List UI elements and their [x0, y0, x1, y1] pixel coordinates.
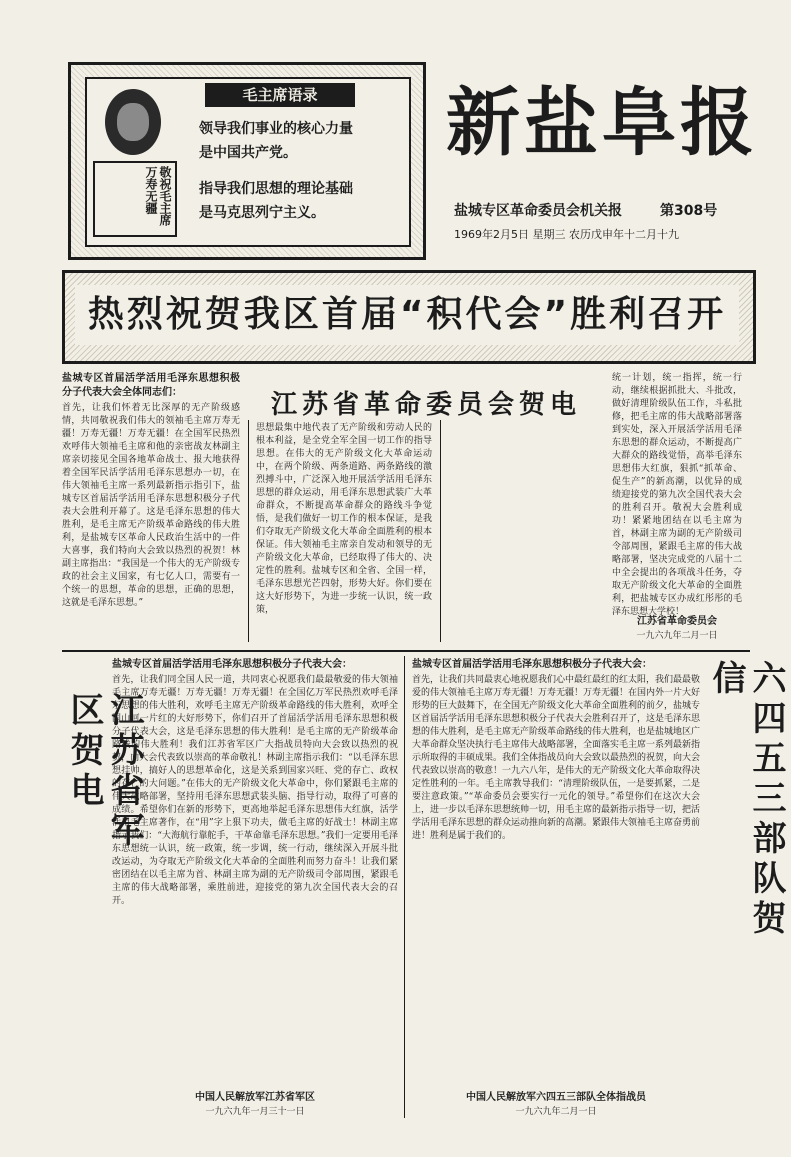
section-divider: [62, 650, 750, 652]
committee-signer: 江苏省革命委员会: [637, 616, 717, 627]
committee-addressee: 盐城专区首届活学活用毛泽东思想积极分子代表大会全体同志们：: [62, 373, 240, 398]
committee-headline: 江苏省革命委员会贺电: [270, 390, 581, 420]
mao-portrait-icon: [105, 89, 161, 155]
unit-body: 首先，让我们共同最衷心地祝愿我们心中最红最红的红太阳，我们最最敬爱的伟大领袖毛主席万寿无疆！万寿无疆！万寿无疆！在国内外一片大好形势的巨大鼓舞下，在全国无产阶级文化大革命全面胜利的前夕，盐城专区首届活学活用毛泽东思想积极分子代表大会胜利召开了，这是毛泽东思想的伟大胜利，是毛主席无产阶级革命路线的伟大胜利，也是盐城地区广大革命群众坚决执行毛主席伟大战略部署，全面落实毛主席一系列最新指示所取得的丰硕成果。我们全体指战员向大会致以最热烈的祝贺，向大会代表致以崇高的敬意！一九六八年，是伟大的无产阶级文化大革命取得决定性胜利的一年。毛主席教导我们：“清理阶级队伍，一是要抓紧，二是要注意政策。”“革命委员会要实行一元化的领导。”希望你们在这次大会上，进一步以毛泽东思想统帅一切，用毛主席的最新指示指导一切，把活学活用毛泽东思想的群众运动推向新的高潮。紧跟伟大领袖毛主席奋勇前进！胜利是属于我们的。: [412, 675, 701, 841]
column-divider: [440, 420, 441, 642]
military-signer: 中国人民解放军江苏省军区: [195, 1092, 315, 1103]
unit-headline: 六四五三部队贺信: [706, 660, 786, 940]
military-addressee: 盐城专区首届活学活用毛泽东思想积极分子代表大会：: [112, 659, 352, 670]
committee-col-2: 思想最集中地代表了无产阶级和劳动人民的根本利益，是全党全军全国一切工作的指导思想。在伟大的无产阶级文化大革命运动中，在两个阶级、两条道路、两条路线的激烈搏斗中，广泛深入地开展活学活用毛泽东思想的群众运动，用毛泽东思想武装广大革命群众，不断提高革命群众的路线斗争觉悟，是我们做好一切工作的根本保证，是我们夺取无产阶级文化大革命全面胜利的根本保证。伟大领袖毛主席亲自发动和领导的无产阶级文化大革命，已经取得了伟大的、决定性的胜利。盐城专区和全省、全国一样，毛泽东思想光芒四射，形势大好。你们要在这大好形势下，为进一步统一认识，统一政策，: [256, 423, 432, 615]
publisher-line: 盐城专区革命委员会机关报: [454, 203, 622, 219]
committee-col-3b: [448, 422, 604, 644]
quote-1-line-1: 领导我们事业的核心力量: [199, 121, 353, 137]
column-divider: [248, 420, 249, 642]
military-body: 首先，让我们同全国人民一道，共同衷心祝愿我们最最敬爱的伟大领袖毛主席万寿无疆！万寿无疆！万寿无疆！在全国亿万军民热烈欢呼毛泽东思想的伟大胜利，欢呼毛主席无产阶级革命路线的伟大胜利，欢呼全国山河一片红的大好形势下，你们召开了首届活学活用毛泽东思想积极分子代表大会，这是毛泽东思想的伟大胜利！是毛主席的无产阶级革命路线的伟大胜利！我们江苏省军区广大指战员特向大会致以热烈的祝贺，向大会代表致以崇高的革命敬礼！林副主席指示我们：“以毛泽东思想挂帅，搞好人的思想革命化，这是关系到国家兴旺、党的存亡、政权的存亡的大问题。”在伟大的无产阶级文化大革命中，你们紧跟毛主席的伟大战略部署，坚持用毛泽东思想武装头脑、指导行动，取得了可喜的成绩。希望你们在新的形势下，更高地举起毛泽东思想伟大红旗，活学活用毛主席著作，在“用”字上狠下功夫，做毛主席的好战士！林副主席指示我们：“大海航行靠舵手，干革命靠毛泽东思想。”我们一定要用毛泽东思想统一认识，统一政策，统一步调，统一行动，继续深入开展斗批改运动，为夺取无产阶级文化大革命的全面胜利而努力奋斗！让我们紧密团结在以毛主席为首、林副主席为副的无产阶级司令部周围，紧跟毛主席的伟大战略部署，乘胜前进，迎接党的第九次全国代表大会的召开。: [112, 675, 398, 906]
quote-2-line-1: 指导我们思想的理论基础: [199, 181, 353, 197]
banner-frame: [62, 270, 756, 364]
column-divider: [404, 656, 405, 1118]
masthead-title: 新盐阜报: [446, 80, 758, 166]
unit-addressee: 盐城专区首届活学活用毛泽东思想积极分子代表大会：: [412, 659, 652, 670]
military-headline: 江苏省军区贺电: [64, 692, 144, 852]
quote-box: [68, 62, 426, 260]
military-date: 一九六九年一月三十一日: [205, 1107, 305, 1117]
banner-headline: 热烈祝贺我区首届“积代会”胜利召开: [75, 285, 739, 345]
quote-box-inner: [85, 77, 411, 247]
issue-number: 第308号: [660, 203, 718, 219]
quote-2-line-2: 是马克思列宁主义。: [199, 205, 325, 221]
committee-date: 一九六九年二月一日: [636, 631, 718, 641]
unit-signer: 中国人民解放军六四五三部队全体指战员: [466, 1092, 646, 1103]
committee-col-1: 首先，让我们怀着无比深厚的无产阶级感情，共同敬祝我们伟大的领袖毛主席万寿无疆！万寿无疆！万寿无疆！在全国军民热烈欢呼伟大领袖毛主席和他的亲密战友林副主席亲切接见全国各地革命战士、报大地获得着全国军民活学活用毛泽东思想办一切，在伟大领袖毛主席一系列最新指示指引下，盐城专区首届活学活用毛泽东思想积极分子代表大会胜利开幕了。这是毛泽东思想的伟大胜利，是毛主席无产阶级革命路线的伟大胜利，是盐城专区革命人民政治生活中的一件大喜事，我们特向大会致以热烈的祝贺！林副主席指出：“我国是一个伟大的无产阶级专政的社会主义国家，有七亿人口，需要有一个统一的思想，革命的思想，正确的思想，这就是毛泽东思想。”: [62, 403, 240, 608]
quote-title: 毛主席语录: [205, 83, 355, 107]
publication-date: 1969年2月5日 星期三 农历戊申年十二月十九: [454, 228, 679, 241]
committee-col-3: 统一计划，统一指挥，统一行动，继续根据抓批大、斗批改，做好清理阶级队伍工作，斗私批修，把毛主席的伟大战略部署落到实处，深入开展活学活用毛泽东思想的群众运动，不断提高广大群众的路线觉悟，高举毛泽东思想伟大红旗，狠抓“抓革命、促生产”的新高潮，以优异的成绩迎接党的第九次全国代表大会的胜利召开。敬祝大会胜利成功！紧紧地团结在以毛主席为首，林副主席为副的无产阶级司令部周围，紧跟毛主席的伟大战略部署，坚决完成党的八届十二中全会提出的各项战斗任务，夺取无产阶级文化大革命的全面胜利，把盐城专区办成红彤彤的毛泽东思想大学校！: [612, 373, 742, 617]
quote-1-line-2: 是中国共产党。: [199, 145, 297, 161]
quote-motto: 敬祝毛主席万寿无疆: [93, 161, 177, 237]
unit-date: 一九六九年二月一日: [515, 1107, 597, 1117]
